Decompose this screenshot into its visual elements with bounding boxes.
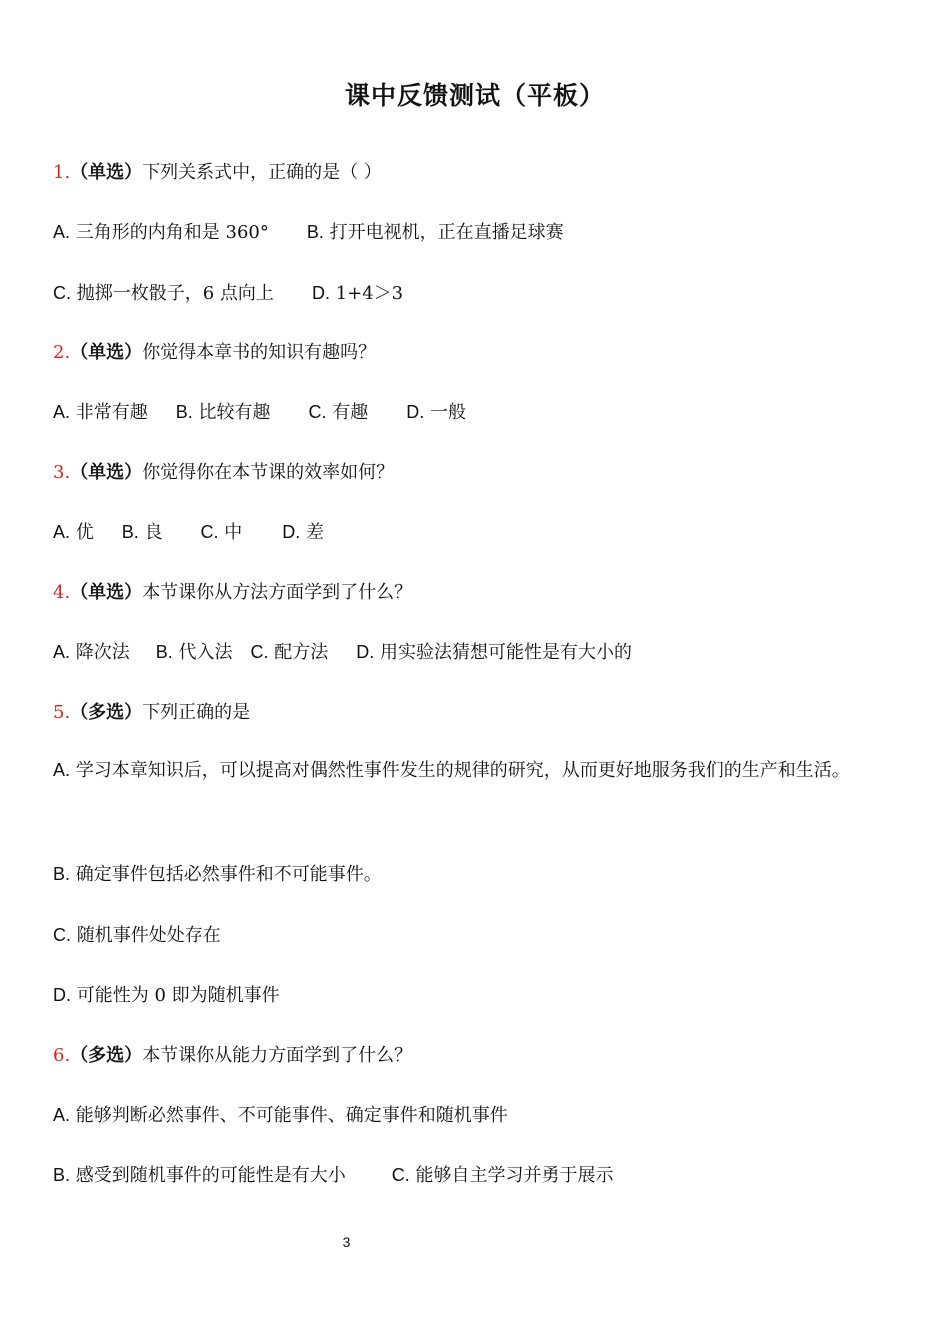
question-1-options-row-2 bbox=[53, 280, 403, 307]
option-c: C. 抛掷一枚骰子，6 点向上 bbox=[53, 283, 274, 304]
question-type: （单选） bbox=[70, 342, 143, 363]
question-text: 下列正确的是 bbox=[142, 702, 251, 723]
question-6-options-row-2 bbox=[53, 1162, 614, 1189]
question-text: 下列关系式中，正确的是（ ） bbox=[142, 162, 382, 183]
question-2 bbox=[53, 340, 376, 366]
option-b: B. 代入法 bbox=[155, 642, 233, 663]
page-number: 3 bbox=[342, 1234, 351, 1250]
option-a: A. 优 bbox=[53, 522, 94, 543]
question-type: （多选） bbox=[70, 1045, 143, 1066]
option-c: C. 配方法 bbox=[250, 642, 329, 663]
question-4 bbox=[53, 580, 412, 606]
option-b: B. 打开电视机，正在直播足球赛 bbox=[306, 222, 564, 243]
question-number: 6. bbox=[53, 1045, 71, 1066]
question-3 bbox=[53, 460, 394, 486]
option-d: D. 1+4＞3 bbox=[311, 283, 404, 304]
option-b: B. 良 bbox=[121, 522, 163, 543]
question-number: 5. bbox=[53, 702, 71, 723]
option-c: C. 能够自主学习并勇于展示 bbox=[391, 1165, 614, 1186]
question-number: 1. bbox=[53, 162, 71, 183]
question-type: （单选） bbox=[70, 582, 143, 603]
question-6 bbox=[53, 1043, 412, 1069]
question-type: （多选） bbox=[70, 702, 143, 723]
question-1-options-row-1 bbox=[53, 219, 564, 246]
option-d: D. 一般 bbox=[406, 402, 467, 423]
question-type: （单选） bbox=[70, 462, 143, 483]
question-text: 你觉得本章书的知识有趣吗？ bbox=[142, 342, 377, 363]
question-5 bbox=[53, 700, 250, 726]
question-text: 本节课你从能力方面学到了什么？ bbox=[142, 1045, 413, 1066]
question-1 bbox=[53, 160, 382, 186]
question-5-option-b: B. 确定事件包括必然事件和不可能事件。 bbox=[53, 864, 382, 885]
option-b: B. 感受到随机事件的可能性是有大小 bbox=[53, 1165, 346, 1186]
question-text: 本节课你从方法方面学到了什么？ bbox=[142, 582, 413, 603]
option-b: B. 比较有趣 bbox=[175, 402, 271, 423]
page-title: 课中反馈测试（平板） bbox=[344, 81, 605, 110]
option-c: C. 中 bbox=[200, 522, 243, 543]
option-a: A. 三角形的内角和是 360° bbox=[53, 222, 269, 243]
question-type: （单选） bbox=[70, 162, 143, 183]
question-number: 2. bbox=[53, 342, 71, 363]
question-text: 你觉得你在本节课的效率如何？ bbox=[142, 462, 395, 483]
option-d: D. 用实验法猜想可能性是有大小的 bbox=[356, 642, 633, 663]
option-a: A. 非常有趣 bbox=[53, 402, 148, 423]
question-number: 4. bbox=[53, 582, 71, 603]
question-5-option-c: C. 随机事件处处存在 bbox=[53, 925, 221, 946]
option-d: D. 差 bbox=[282, 522, 325, 543]
option-a: A. 降次法 bbox=[53, 642, 130, 663]
question-6-option-a: A. 能够判断必然事件、不可能事件、确定事件和随机事件 bbox=[53, 1105, 508, 1126]
option-c: C. 有趣 bbox=[308, 402, 369, 423]
question-3-options bbox=[53, 519, 324, 546]
question-4-options bbox=[53, 639, 632, 666]
question-2-options bbox=[53, 399, 466, 426]
question-number: 3. bbox=[53, 462, 71, 483]
question-5-option-d: D. 可能性为 0 即为随机事件 bbox=[53, 985, 280, 1006]
question-5-option-a: A. 学习本章知识后，可以提高对偶然性事件发生的规律的研究，从而更好地服务我们的生产和生活。 bbox=[53, 760, 850, 781]
